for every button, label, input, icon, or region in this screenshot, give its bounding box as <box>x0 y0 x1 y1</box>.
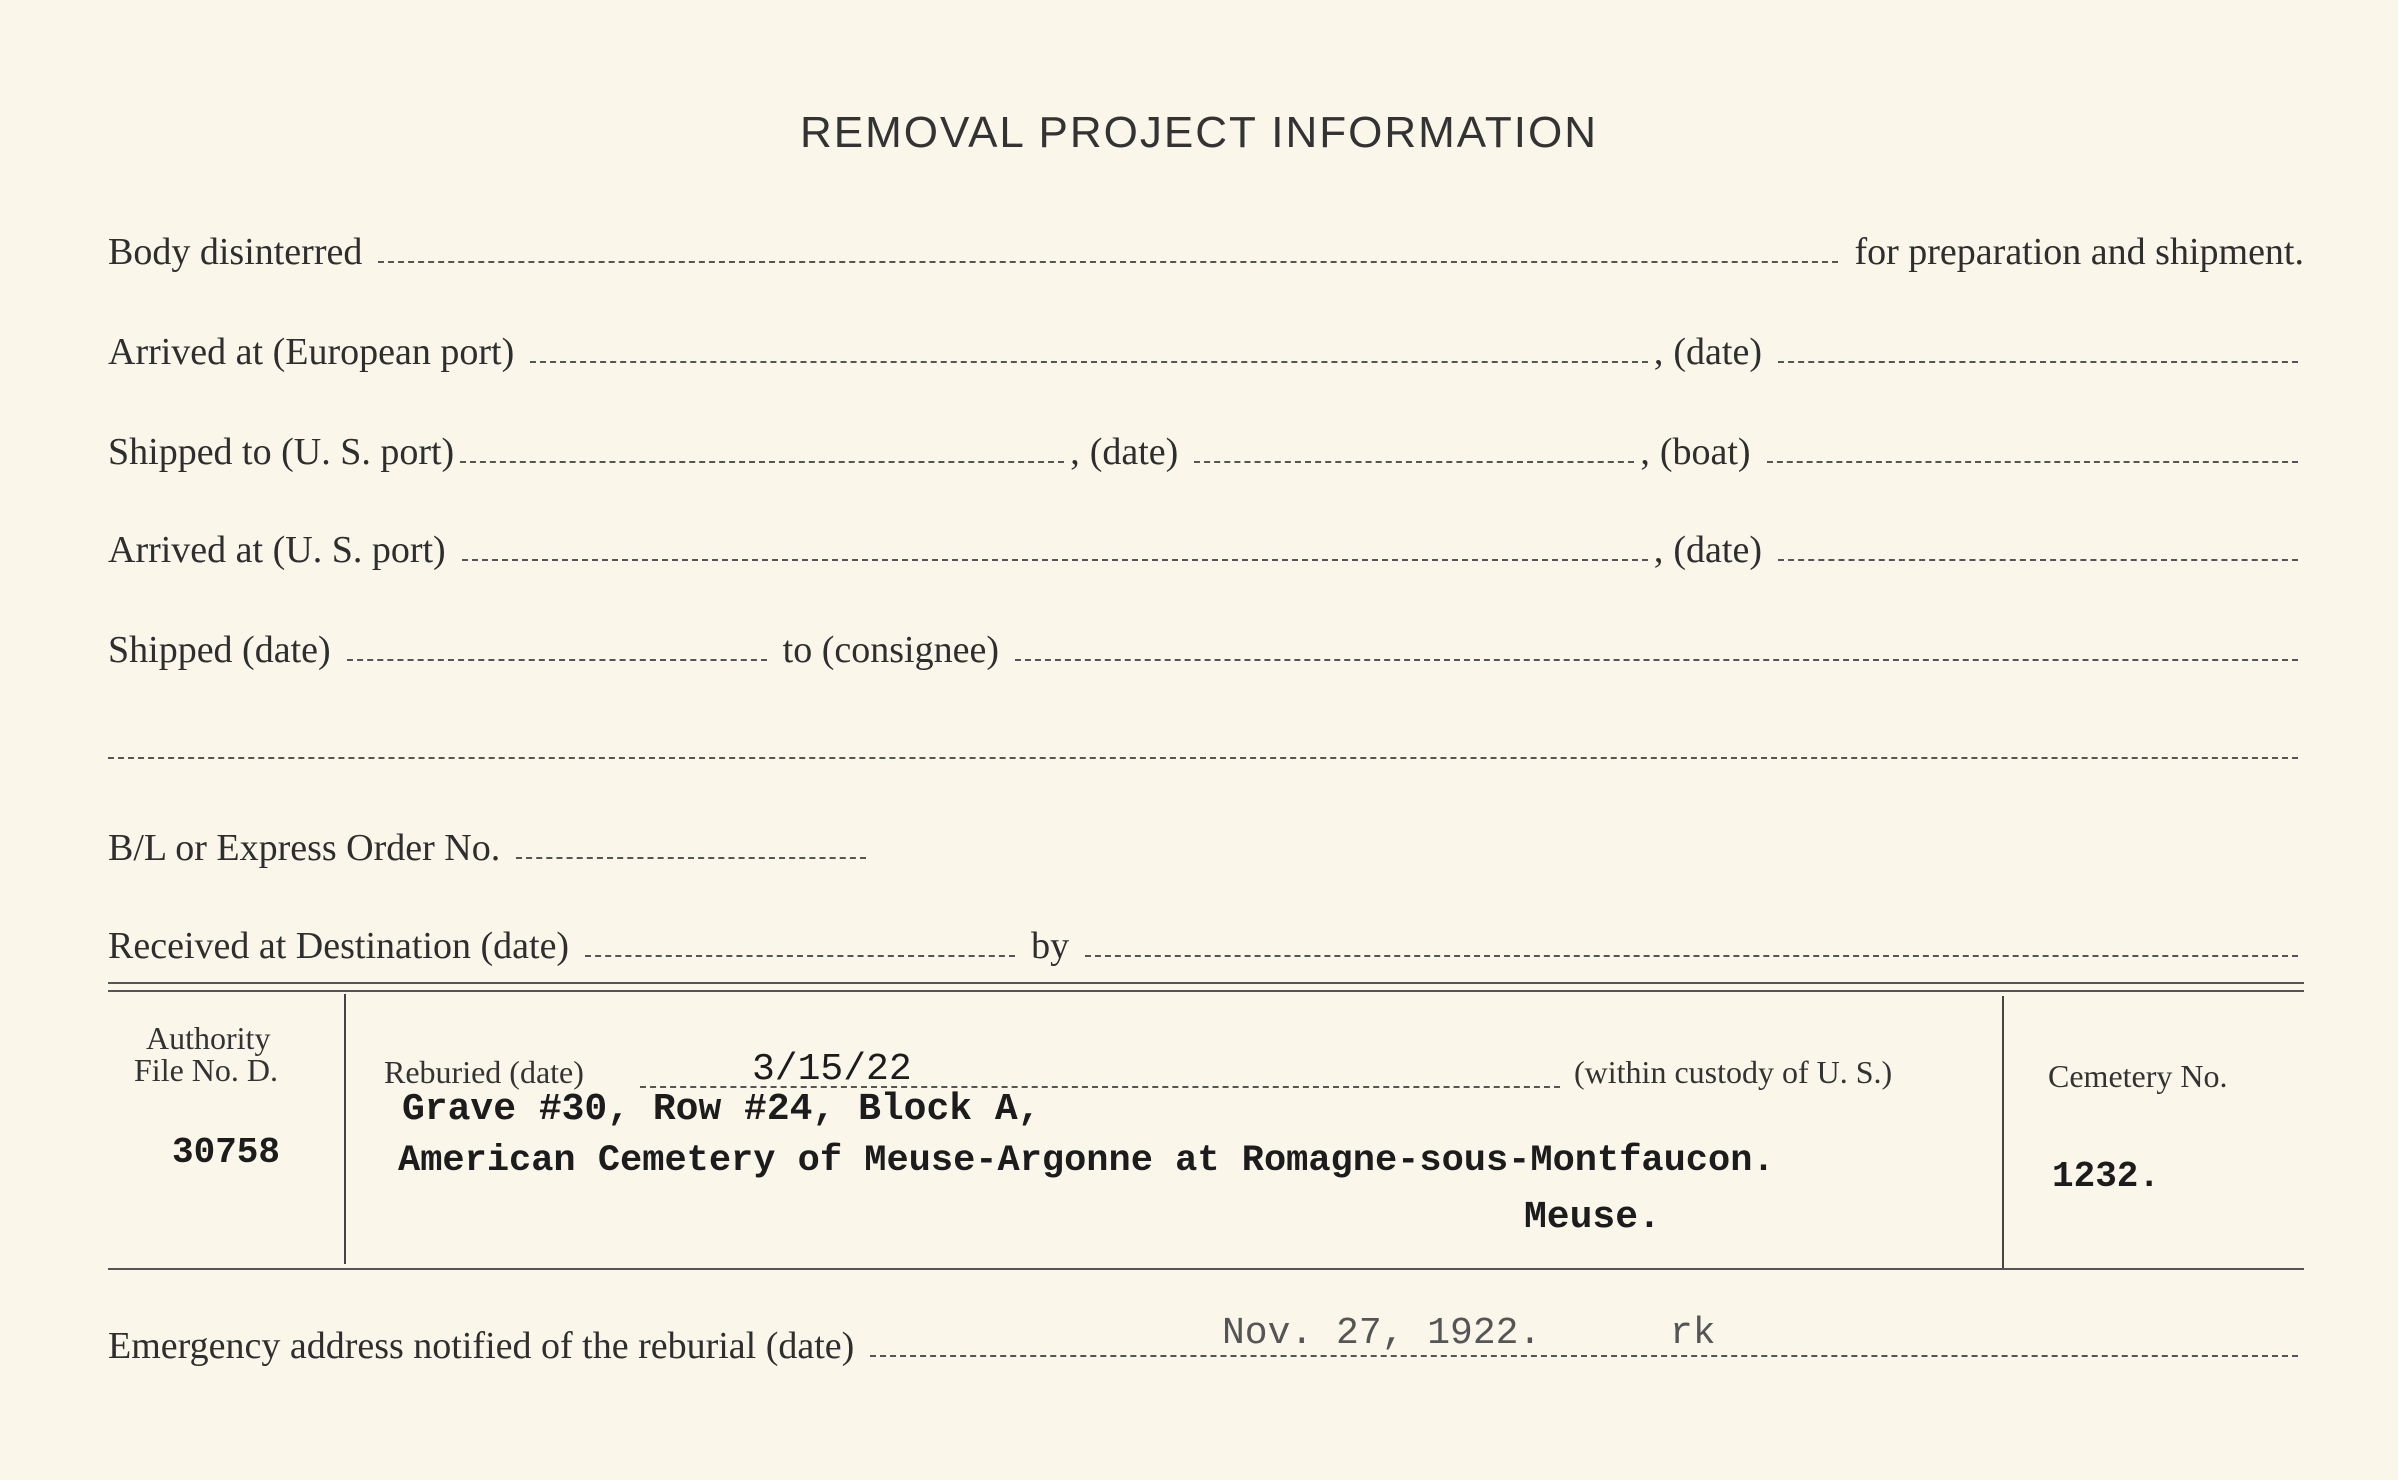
label-for-preparation: for preparation and shipment. <box>1854 231 2304 273</box>
label-reburied-date: Reburied (date) <box>384 1054 584 1090</box>
comma-3: , <box>1640 431 1650 473</box>
label-shipped-us: Shipped to (U. S. port) <box>108 431 455 473</box>
authority-label-1: Authority <box>146 1020 271 1056</box>
comma-1: , <box>1653 331 1664 373</box>
row-consignee-continued <box>108 708 2304 768</box>
row-shipped-us <box>108 412 2304 472</box>
label-date-1: (date) <box>1673 331 1762 373</box>
field-emergency-date[interactable] <box>870 1355 2298 1357</box>
field-consignee-line-2[interactable] <box>108 757 2298 759</box>
label-to-consignee: to (consignee) <box>782 629 999 671</box>
field-consignee[interactable] <box>1015 659 2298 661</box>
label-by: by <box>1031 925 1070 967</box>
region-line: Meuse. <box>1524 1196 1661 1239</box>
field-arrived-us-port[interactable] <box>462 559 1648 561</box>
label-shipped-date: Shipped (date) <box>108 629 331 671</box>
label-arrived-us: Arrived at (U. S. port) <box>108 529 446 571</box>
cemetery-name-line: American Cemetery of Meuse-Argonne at Romagne-sous-Montfaucon. <box>398 1140 1775 1182</box>
card-title <box>0 108 2398 158</box>
grave-location-line: Grave #30, Row #24, Block A, <box>402 1088 1041 1131</box>
label-bl-order: B/L or Express Order No. <box>108 827 501 869</box>
label-cemetery-number: Cemetery No. <box>2048 1058 2228 1094</box>
label-arrived-european: Arrived at (European port) <box>108 331 515 373</box>
card-title-text: REMOVAL PROJECT INFORMATION <box>800 108 1598 157</box>
field-received-by[interactable] <box>1085 955 2298 957</box>
field-date-2[interactable] <box>1194 461 1634 463</box>
label-body-disinterred: Body disinterred <box>108 231 363 273</box>
label-date-3: (date) <box>1673 529 1762 571</box>
label-within-custody: (within custody of U. S.) <box>1574 1054 1893 1090</box>
emergency-initials: rk <box>1670 1312 1716 1355</box>
reburial-box-divider-right <box>2002 996 2004 1268</box>
label-boat: (boat) <box>1659 431 1751 473</box>
field-received-date[interactable] <box>585 955 1015 957</box>
field-shipped-date[interactable] <box>347 659 767 661</box>
authority-label-2: File No. D. <box>134 1052 278 1088</box>
field-us-port[interactable] <box>460 461 1064 463</box>
comma-2: , <box>1070 431 1080 473</box>
row-arrived-european <box>108 312 2304 372</box>
row-arrived-us <box>108 510 2304 570</box>
field-date-3[interactable] <box>1778 559 2298 561</box>
reburied-date-value: 3/15/22 <box>752 1048 912 1091</box>
label-date-2: (date) <box>1089 431 1179 473</box>
reburial-box-divider-left <box>344 994 346 1264</box>
authority-file-number: 30758 <box>172 1132 281 1173</box>
cemetery-number-value: 1232. <box>2052 1156 2161 1197</box>
field-european-port[interactable] <box>530 361 1648 363</box>
field-bl-order[interactable] <box>516 857 866 859</box>
reburial-box-top-rule-1 <box>108 982 2304 984</box>
label-emergency-notified: Emergency address notified of the reburial (date) <box>108 1325 855 1367</box>
emergency-date-value: Nov. 27, 1922. <box>1222 1312 1542 1355</box>
field-date-1[interactable] <box>1778 361 2298 363</box>
comma-4: , <box>1653 529 1664 571</box>
field-body-disinterred[interactable] <box>378 261 1838 263</box>
label-received-destination: Received at Destination (date) <box>108 925 570 967</box>
row-bl-order <box>108 808 2304 868</box>
row-received-destination <box>108 906 2304 966</box>
reburial-box-top-rule-2 <box>108 990 2304 992</box>
row-shipped-date <box>108 610 2304 670</box>
reburial-box-bottom-rule <box>108 1268 2304 1270</box>
row-emergency-notified <box>108 1306 2304 1366</box>
row-body-disinterred <box>108 212 2304 272</box>
field-boat[interactable] <box>1767 461 2298 463</box>
